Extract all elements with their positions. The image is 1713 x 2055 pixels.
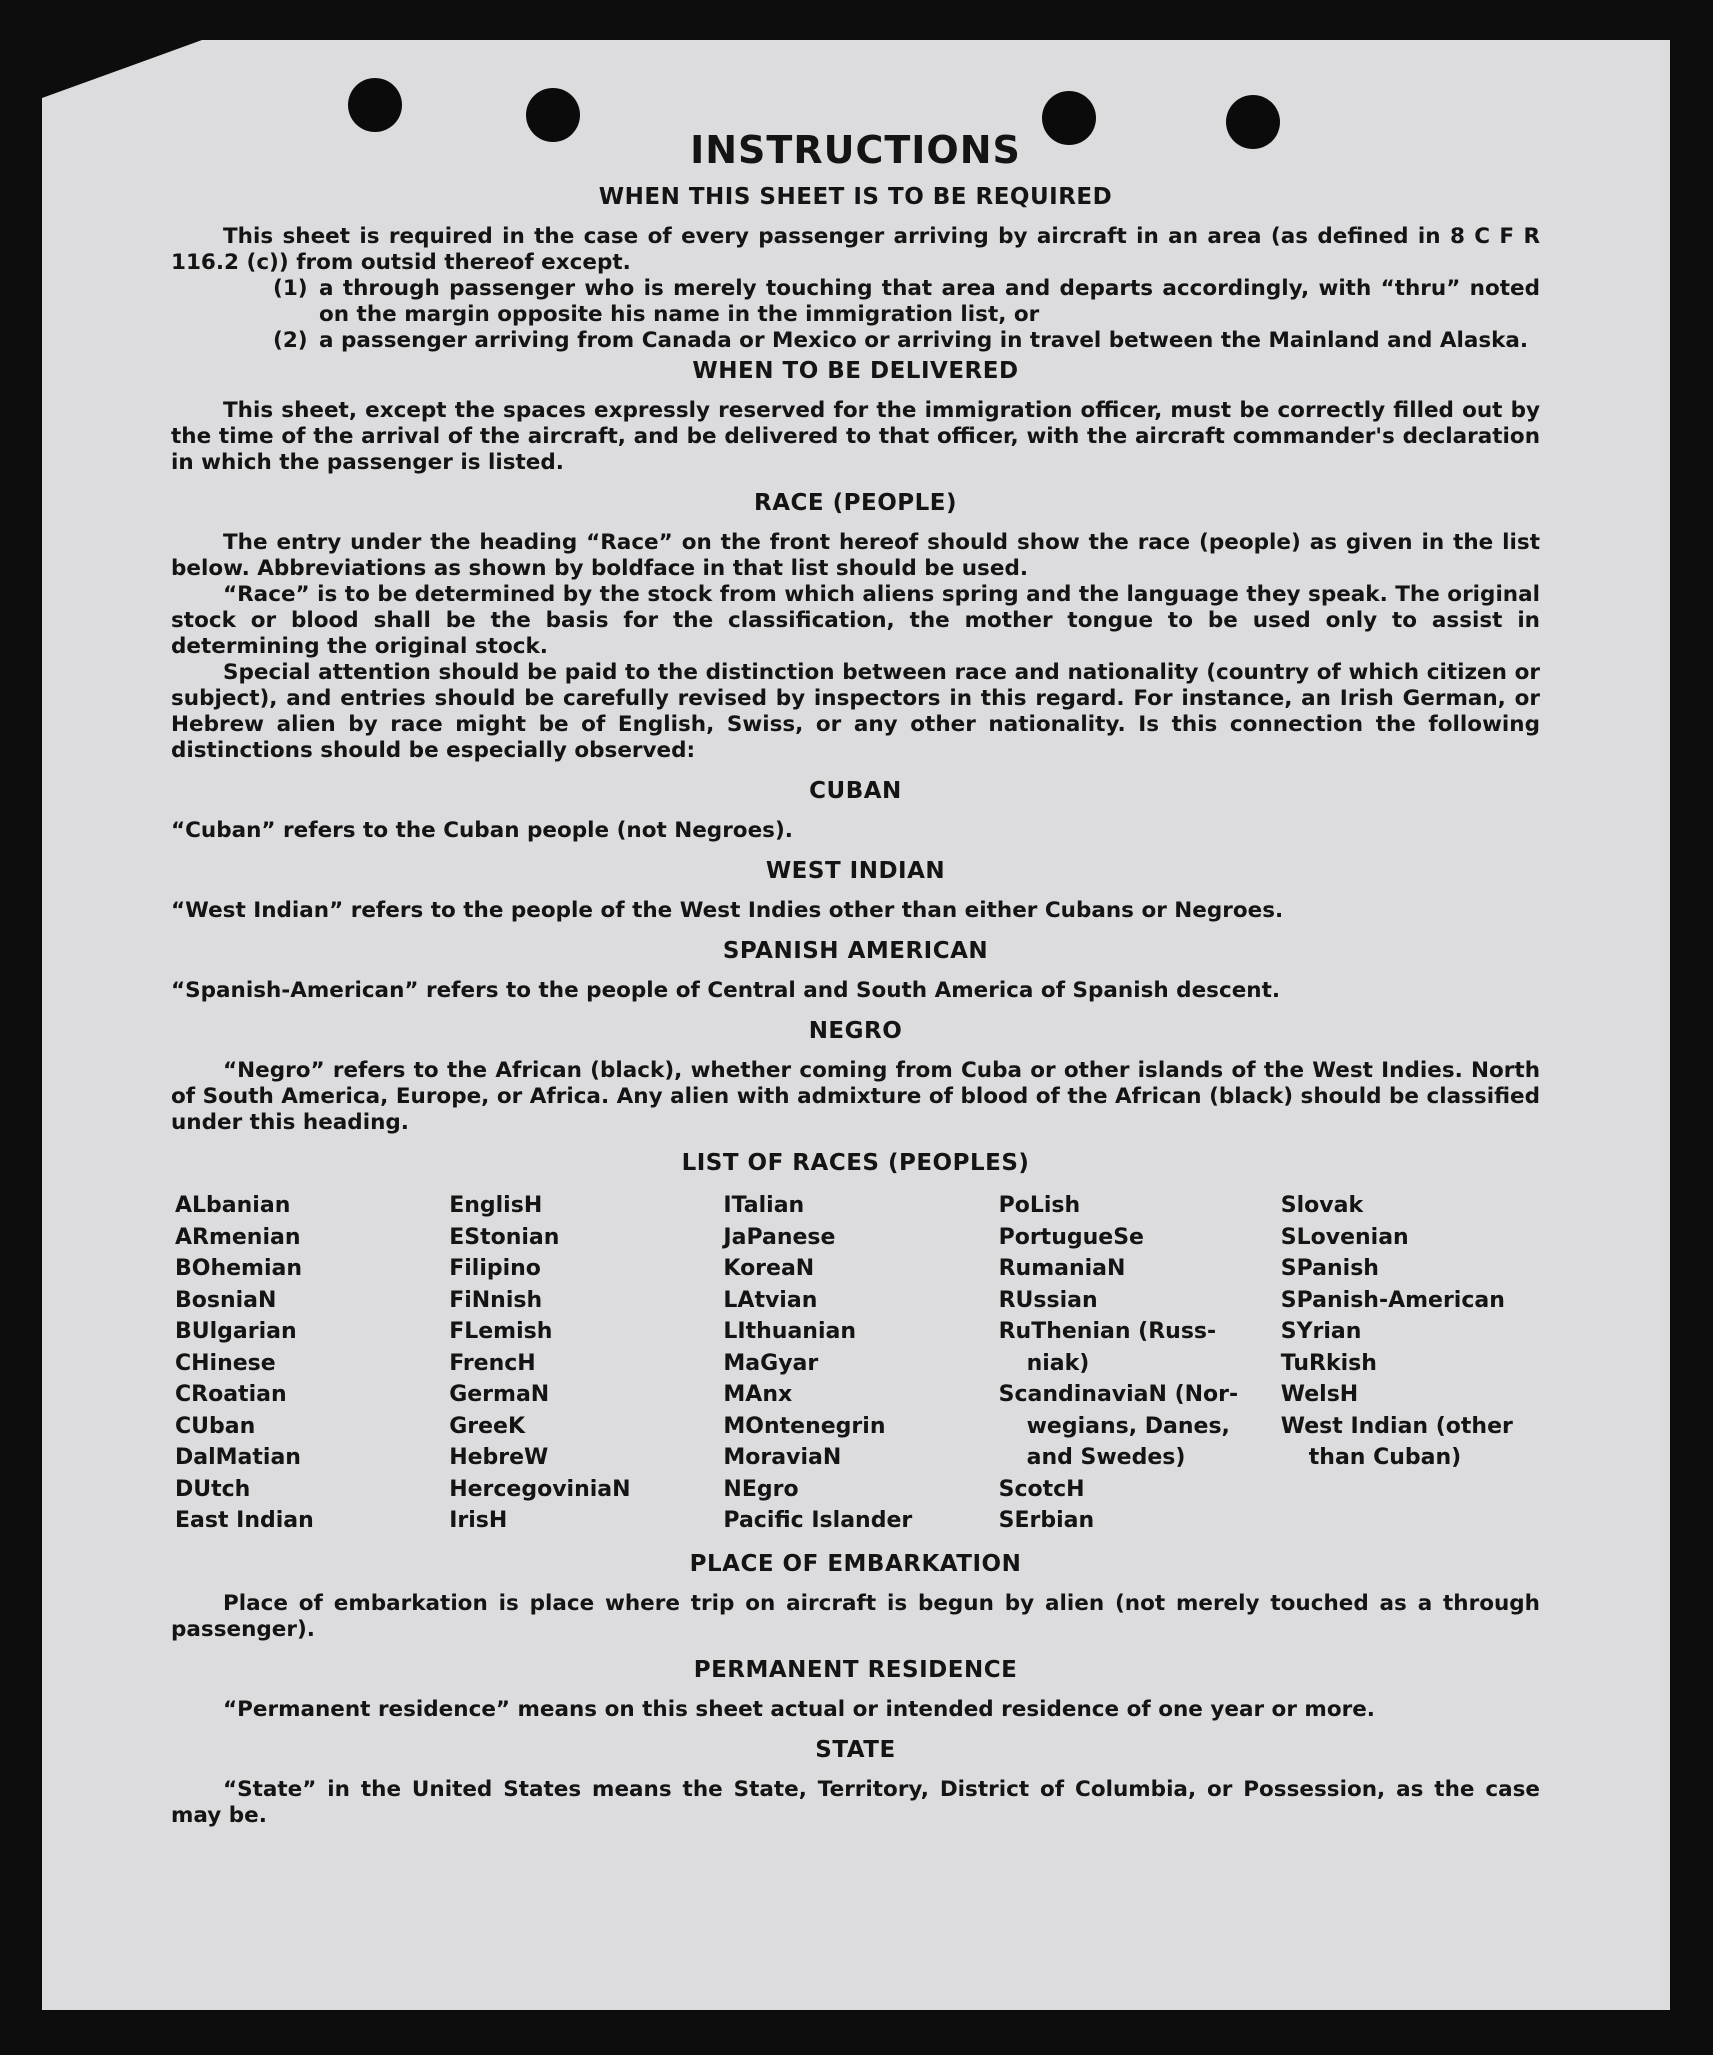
races-column-2 [449,1190,723,1537]
cuban-text: “Cuban” refers to the Cuban people (not Negroes). [171,818,793,843]
race-entry: BOhemian [175,1256,303,1281]
race-entry: SPanish-American [1280,1287,1505,1313]
races-column-4 [999,1190,1281,1537]
race-entry: RUssian [998,1287,1098,1313]
race-entry: MaGyar [723,1350,819,1376]
race-entry: LAtvian [723,1287,818,1313]
race-entry: FrencH [449,1350,536,1376]
race-entry: ARmenian [175,1224,301,1250]
heading-list-of-races: LIST OF RACES (PEOPLES) [681,1150,1030,1176]
race-entry-continued: niak) [1026,1350,1090,1376]
race-entry: Slovak [1280,1193,1364,1218]
race-entry: RumaniaN [998,1256,1126,1281]
when-required-intro: This sheet is required in the case of every passenger arriving by aircraft in an area (as defined in 8 C F R 116.2 (c)) from outsid thereof except. [171,224,1540,275]
race-entry-continued: than Cuban) [1308,1445,1462,1470]
heading-negro: NEGRO [808,1018,903,1044]
race-entry: CRoatian [175,1382,287,1407]
races-column-3 [723,1190,998,1537]
page-title: INSTRUCTIONS [690,128,1021,172]
race-entry: IrisH [449,1508,508,1533]
race-entry: HercegoviniaN [449,1476,631,1502]
race-entry: West Indian (other [1280,1413,1513,1439]
heading-when-delivered: WHEN TO BE DELIVERED [692,358,1019,384]
races-column-1 [175,1190,449,1537]
race-entry: LIthuanian [723,1319,857,1344]
race-entry: SLovenian [1280,1224,1409,1250]
race-entry-continued: wegians, Danes, [1026,1413,1230,1439]
race-entry: CUban [175,1413,256,1439]
race-entry: PoLish [998,1193,1081,1218]
heading-embarkation: PLACE OF EMBARKATION [689,1550,1022,1577]
heading-race: RACE (PEOPLE) [754,490,957,516]
race-entry: MAnx [723,1382,793,1407]
exception-number: (1) [273,276,308,301]
race-paragraph-3: Special attention should be paid to the distinction between race and nationality (country of which citizen or subject), and entries should be carefully revised by inspectors in this regard. For instance, an Irish German, or Hebrew alien by race might be of English, Swiss, or any other nationality. Is this connection the following distinctions should be especially observed: [171,660,1540,763]
punch-hole [348,78,402,132]
race-entry: KoreaN [723,1256,815,1281]
race-entry: CHinese [175,1350,276,1376]
race-entry: BUlgarian [175,1319,297,1344]
races-list [175,1190,1540,1537]
spanish-american-text: “Spanish-American” refers to the people of Central and South America of Spanish descent. [171,978,1281,1003]
race-entry: Pacific Islander [723,1508,913,1533]
race-entry: MOntenegrin [723,1413,886,1439]
race-entry: EnglisH [449,1193,543,1218]
race-entry: ITalian [723,1193,805,1218]
race-entry: ALbanian [175,1193,291,1218]
race-entry: SErbian [998,1508,1095,1533]
exception-item [171,276,1540,328]
race-entry: MoraviaN [723,1445,842,1470]
race-entry: NEgro [723,1476,799,1502]
race-entry: East Indian [175,1508,314,1533]
race-paragraph-1: The entry under the heading “Race” on the front hereof should show the race (people) as given in the list below. Abbreviations as shown by boldface in that list should be used. [171,530,1540,581]
instructions-content [171,128,1540,1829]
race-entry: JaPanese [723,1224,836,1250]
race-paragraph-2: “Race” is to be determined by the stock from which aliens spring and the language they speak. The original stock or blood shall be the basis for the classification, the mother tongue to be used only to assist in determining the original stock. [171,582,1540,659]
race-entry: SYrian [1280,1319,1362,1344]
when-delivered-text: This sheet, except the spaces expressly reserved for the immigration officer, must be correctly filled out by the time of the arrival of the aircraft, and be delivered to that officer, with the aircraft commander's declaration in which the passenger is listed. [171,398,1540,475]
race-entry: DUtch [175,1476,251,1502]
race-entry: SPanish [1280,1256,1379,1281]
embarkation-text: Place of embarkation is place where trip on aircraft is begun by alien (not merely touched as a through passenger). [171,1590,1540,1642]
race-entry: WelsH [1280,1382,1359,1407]
state-text: “State” in the United States means the State, Territory, District of Columbia, or Possession, as the case may be. [171,1776,1540,1828]
race-entry: ScandinaviaN (Nor- [998,1382,1239,1407]
race-entry-continued: and Swedes) [1026,1445,1186,1470]
race-entry: BosniaN [175,1287,277,1313]
exception-text: a through passenger who is merely touching that area and departs accordingly, with “thru” noted on the margin opposite his name in the immigration list, or [319,276,1540,327]
heading-state: STATE [815,1736,896,1763]
exception-item [171,328,1540,354]
race-entry: HebreW [449,1445,549,1470]
west-indian-text: “West Indian” refers to the people of the West Indies other than either Cubans or Negroes. [171,898,1284,923]
heading-permanent-residence: PERMANENT RESIDENCE [693,1656,1018,1683]
race-entry: DalMatian [175,1445,301,1470]
race-entry: PortugueSe [998,1224,1144,1250]
heading-west-indian: WEST INDIAN [765,858,946,884]
race-entry: GermaN [449,1382,550,1407]
negro-text: “Negro” refers to the African (black), whether coming from Cuba or other islands of the West Indies. North of South America, Europe, or Africa. Any alien with admixture of blood of the African (black) should be classified under this heading. [171,1058,1540,1135]
heading-spanish-american: SPANISH AMERICAN [722,938,989,964]
race-entry: FLemish [449,1319,553,1344]
heading-cuban: CUBAN [809,778,902,804]
race-entry: EStonian [449,1224,560,1250]
races-column-5 [1281,1190,1540,1537]
race-entry: FiNnish [449,1287,543,1313]
race-entry: RuThenian (Russ- [998,1319,1217,1344]
heading-when-required: WHEN THIS SHEET IS TO BE REQUIRED [598,184,1113,210]
race-entry: GreeK [449,1413,525,1439]
exception-text: a passenger arriving from Canada or Mexico or arriving in travel between the Mainland and Alaska. [319,328,1529,353]
race-entry: TuRkish [1280,1350,1377,1376]
residence-text: “Permanent residence” means on this sheet actual or intended residence of one year or more. [223,1696,1375,1722]
exception-number: (2) [273,328,308,353]
race-entry: Filipino [449,1256,541,1281]
race-entry: ScotcH [998,1476,1085,1502]
